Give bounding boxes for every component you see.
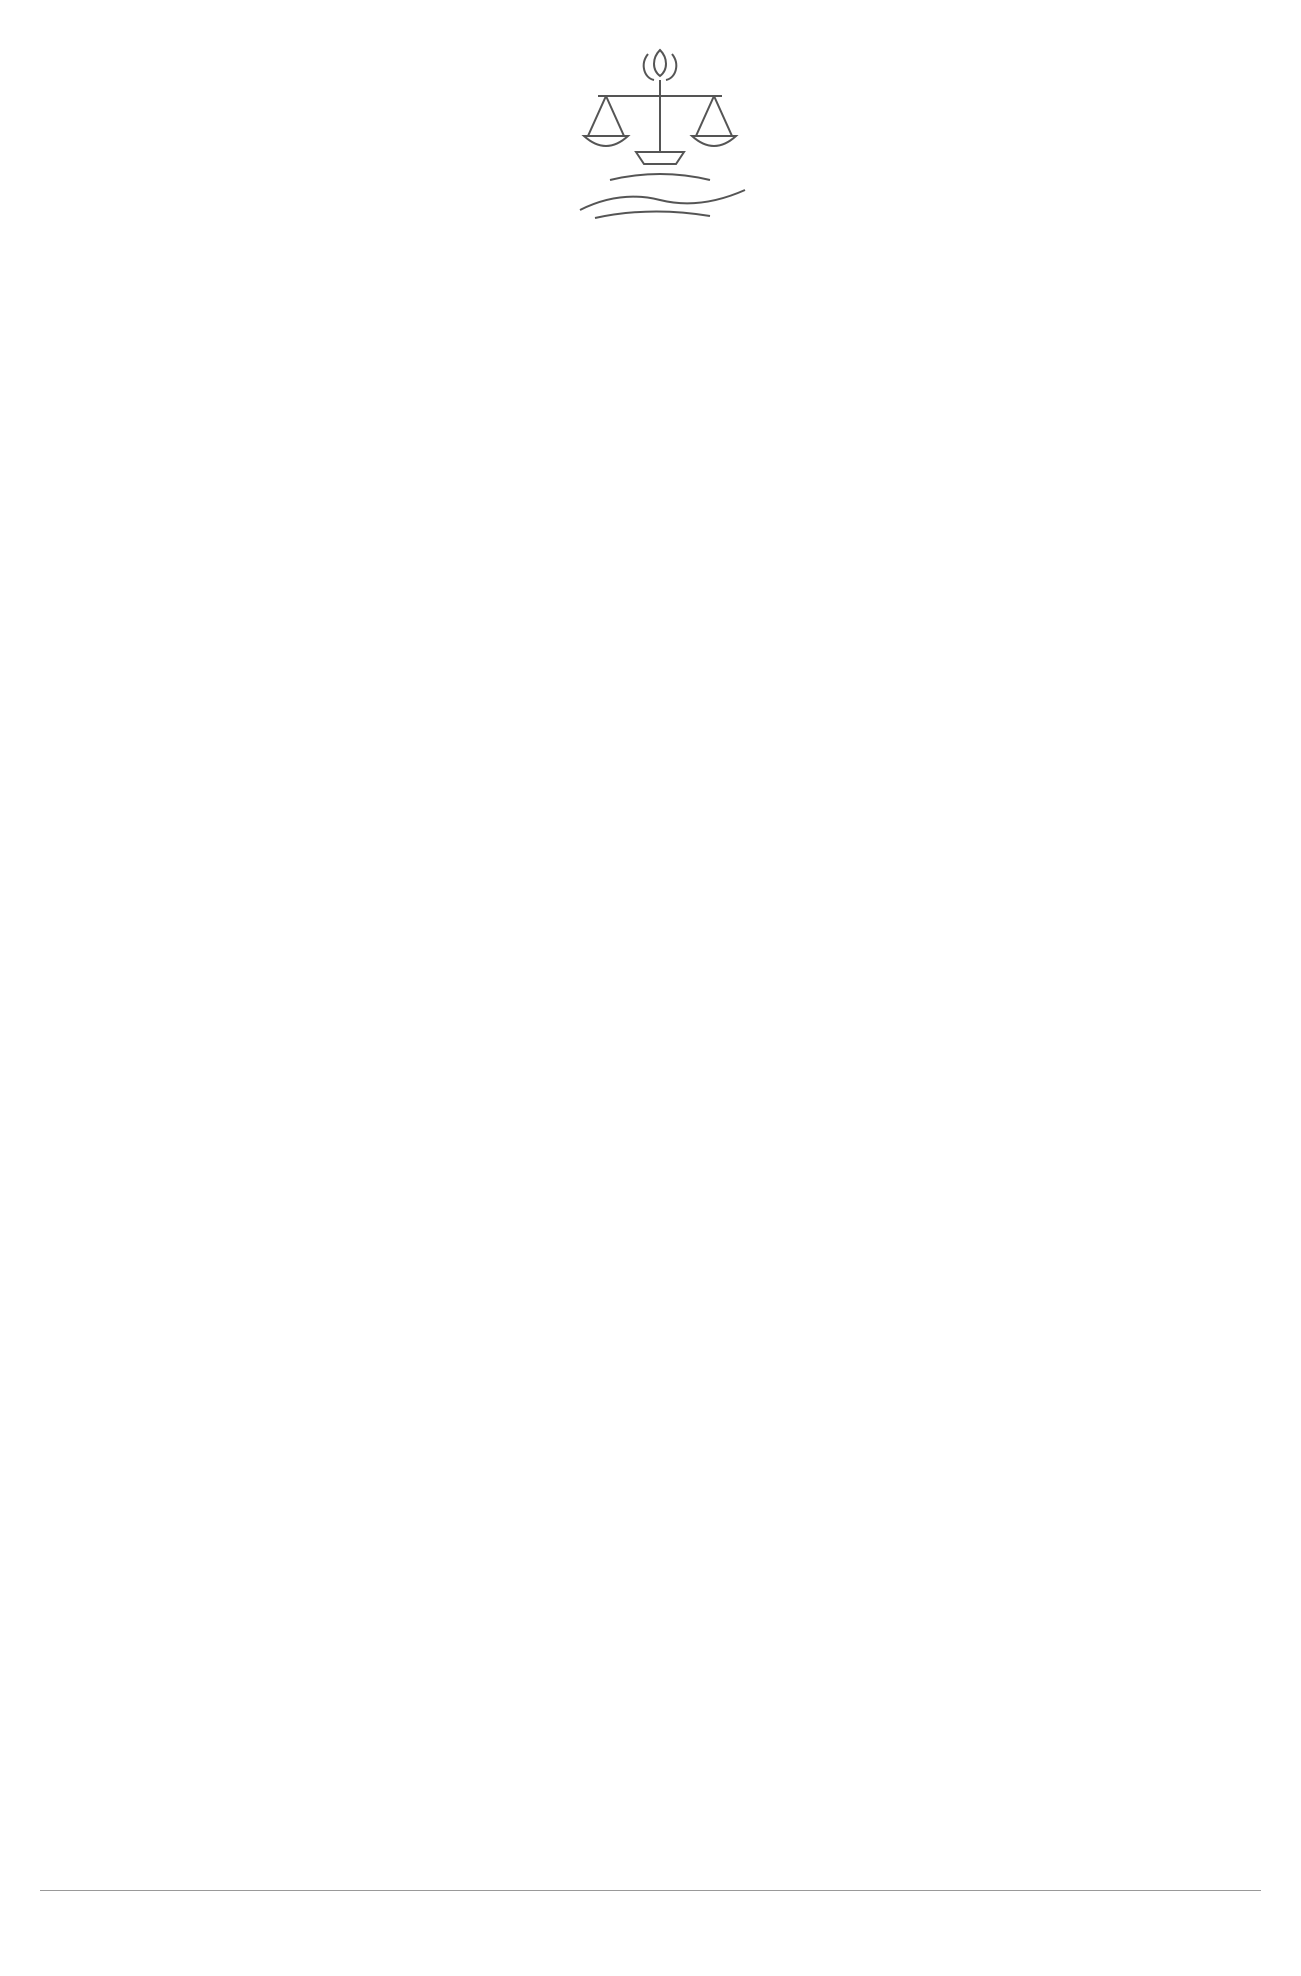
footer-divider — [40, 1890, 1261, 1891]
judiciary-emblem-icon — [540, 40, 780, 230]
document-header — [70, 40, 1241, 230]
